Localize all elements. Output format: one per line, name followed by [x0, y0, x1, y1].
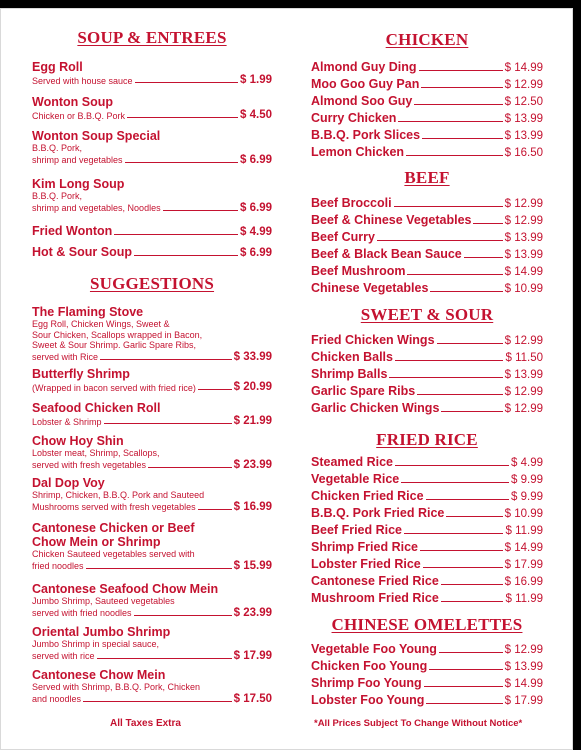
item-name: Beef & Chinese Vegetables: [311, 213, 472, 227]
price-row: [311, 128, 543, 142]
item-name: Almond Guy Ding: [311, 60, 417, 74]
leader-line: [439, 652, 503, 653]
leader-line: [163, 210, 238, 211]
item-price: $ 4.99: [240, 226, 272, 238]
price-row: [32, 415, 272, 427]
item-price: $ 15.99: [233, 559, 272, 572]
leader-line: [86, 568, 232, 569]
item-name: Hot & Sour Soup: [32, 245, 132, 259]
suggestions-heading: SUGGESTIONS: [89, 274, 215, 293]
item-price: $ 13.99: [504, 113, 543, 125]
leader-line: [406, 155, 503, 156]
price-row: [311, 111, 543, 125]
menu-item: [311, 574, 543, 588]
leader-line: [420, 550, 503, 551]
item-price: $ 17.50: [233, 692, 272, 705]
taxes-footer: All Taxes Extra: [110, 718, 181, 729]
item-name: Vegetable Rice: [311, 472, 400, 486]
item-name: Beef Mushroom: [311, 264, 406, 278]
leader-line: [419, 70, 503, 71]
item-name: Shrimp Fried Rice: [311, 540, 418, 554]
price-row: [32, 459, 272, 471]
leader-line: [441, 584, 503, 585]
item-description: B.B.Q. Pork,: [32, 191, 83, 201]
item-price: $ 20.99: [233, 381, 272, 393]
price-row: [311, 455, 543, 469]
leader-line: [83, 701, 232, 702]
menu-item: [311, 230, 543, 244]
item-price: $ 12.99: [504, 644, 543, 656]
item-name: Garlic Chicken Wings: [311, 401, 440, 415]
menu-item: [311, 213, 543, 227]
item-name: Kim Long Soup: [32, 177, 125, 191]
menu-item: [311, 247, 543, 261]
leader-line: [424, 686, 503, 687]
item-price: $ 6.99: [240, 247, 272, 259]
item-price: $ 11.50: [505, 352, 543, 364]
item-description: shrimp and vegetables: [32, 155, 123, 165]
price-row: [311, 489, 543, 503]
item-price: $ 1.99: [240, 74, 272, 86]
price-row: [32, 650, 272, 662]
item-name: The Flaming Stove: [32, 305, 144, 319]
item-price: $ 9.99: [511, 474, 543, 486]
price-row: [311, 472, 543, 486]
item-price: $ 23.99: [233, 458, 272, 471]
item-description: Served with house sauce: [32, 75, 133, 86]
item-name: Garlic Spare Ribs: [311, 384, 416, 398]
menu-item: [32, 668, 272, 705]
menu-item: [311, 264, 543, 278]
menu-item: [311, 128, 543, 142]
leader-line: [389, 377, 502, 378]
item-name: Beef Broccoli: [311, 196, 392, 210]
menu-item: [311, 196, 543, 210]
item-description: Sour Chicken, Scallops wrapped in Bacon,: [32, 329, 203, 340]
price-row: [311, 523, 543, 537]
fried-rice-heading: FRIED RICE: [376, 430, 478, 449]
item-price: $ 4.50: [240, 109, 272, 121]
menu-item: [32, 60, 272, 86]
item-price: $ 10.99: [504, 283, 543, 295]
item-name: Butterfly Shrimp: [32, 367, 130, 381]
item-description: served with rice: [32, 651, 95, 661]
item-name: Mushroom Fried Rice: [311, 591, 439, 605]
price-row: [311, 213, 543, 227]
item-price: $ 16.99: [233, 500, 272, 513]
leader-line: [198, 509, 232, 510]
leader-line: [417, 394, 502, 395]
price-row: [311, 281, 543, 295]
menu-item: [311, 111, 543, 125]
menu-item: [32, 434, 272, 471]
price-row: [32, 245, 272, 259]
leader-line: [104, 423, 232, 424]
prices-notice-footer: *All Prices Subject To Change Without Notice*: [314, 718, 523, 729]
price-row: [32, 224, 272, 238]
item-price: $ 21.99: [233, 415, 272, 427]
price-row: [311, 196, 543, 210]
item-name: Cantonese Chow Mein: [32, 668, 166, 682]
leader-line: [426, 499, 509, 500]
sweet-sour-heading: SWEET & SOUR: [360, 305, 494, 324]
item-price: $ 13.99: [504, 369, 543, 381]
item-description: and noodles: [32, 694, 82, 704]
item-description: shrimp and vegetables, Noodles: [32, 203, 161, 213]
price-row: [311, 77, 543, 91]
item-description: Jumbo Shrimp in special sauce,: [32, 639, 160, 649]
price-row: [32, 154, 272, 166]
item-name: Wonton Soup: [32, 95, 113, 109]
price-row: [311, 384, 543, 398]
item-description: served with Rice: [32, 352, 99, 362]
item-name: Dal Dop Voy: [32, 476, 105, 490]
item-price: $ 11.99: [505, 593, 543, 605]
leader-line: [395, 360, 504, 361]
price-row: [32, 501, 272, 513]
leader-line: [430, 291, 502, 292]
menu-item: [32, 224, 272, 238]
price-row: [311, 60, 543, 74]
leader-line: [398, 121, 502, 122]
price-row: [32, 381, 272, 393]
leader-line: [394, 206, 503, 207]
leader-line: [441, 601, 504, 602]
item-name: Chicken Foo Young: [311, 659, 428, 673]
price-row: [311, 145, 543, 159]
price-row: [32, 74, 272, 86]
item-description: fried noodles: [32, 561, 84, 571]
item-price: $ 13.99: [504, 232, 543, 244]
leader-line: [423, 567, 503, 568]
menu-item: [311, 77, 543, 91]
item-price: $ 23.99: [233, 606, 272, 619]
item-price: $ 17.99: [504, 695, 543, 707]
menu-item: [311, 591, 543, 605]
menu-item: [311, 642, 543, 656]
menu-item: [311, 540, 543, 554]
item-price: $ 14.99: [504, 62, 543, 74]
menu-item: [311, 401, 543, 415]
item-name: Moo Goo Guy Pan: [311, 77, 420, 91]
item-price: $ 11.99: [505, 525, 543, 537]
menu-item: [32, 305, 272, 363]
menu-item: [311, 523, 543, 537]
item-description: Sweet & Sour Shrimp. Garlic Spare Ribs,: [32, 340, 197, 350]
menu-item: [311, 281, 543, 295]
item-price: $ 6.99: [240, 201, 272, 214]
leader-line: [464, 257, 503, 258]
leader-line: [134, 615, 232, 616]
item-name: Chicken Balls: [311, 350, 393, 364]
price-row: [311, 367, 543, 381]
item-name: Egg Roll: [32, 60, 83, 74]
item-description: served with fresh vegetables: [32, 460, 147, 470]
item-name: Lobster Foo Young: [311, 693, 425, 707]
item-name: Steamed Rice: [311, 455, 393, 469]
leader-line: [134, 255, 238, 256]
item-name: B.B.Q. Pork Slices: [311, 128, 421, 142]
leader-line: [377, 240, 503, 241]
leader-line: [125, 162, 238, 163]
item-price: $ 14.99: [504, 678, 543, 690]
menu-item: [32, 582, 272, 619]
price-row: [32, 351, 272, 363]
item-name: Shrimp Balls: [311, 367, 388, 381]
leader-line: [407, 274, 502, 275]
menu-item: [311, 367, 543, 381]
leader-line: [426, 703, 502, 704]
item-name: Chinese Vegetables: [311, 281, 429, 295]
item-name: Shrimp Foo Young: [311, 676, 422, 690]
leader-line: [114, 234, 238, 235]
item-price: $ 13.99: [504, 661, 543, 673]
leader-line: [148, 467, 232, 468]
item-price: $ 10.99: [504, 508, 543, 520]
menu-item: [311, 60, 543, 74]
menu-item: [32, 177, 272, 214]
item-description: Egg Roll, Chicken Wings, Sweet &: [32, 319, 170, 329]
item-name: Beef & Black Bean Sauce: [311, 247, 462, 261]
item-name: Chicken Fried Rice: [311, 489, 424, 503]
menu-item: [311, 145, 543, 159]
item-price: $ 12.99: [504, 215, 543, 227]
menu-item: [311, 333, 543, 347]
price-row: [32, 560, 272, 572]
menu-item: [311, 659, 543, 673]
menu-item: [311, 557, 543, 571]
price-row: [311, 659, 543, 673]
item-price: $ 12.99: [504, 403, 543, 415]
menu-item: [32, 367, 272, 393]
item-price: $ 12.99: [504, 198, 543, 210]
price-row: [311, 642, 543, 656]
item-description: B.B.Q. Pork,: [32, 143, 83, 153]
price-row: [311, 540, 543, 554]
price-row: [311, 350, 543, 364]
leader-line: [441, 411, 502, 412]
item-name: Cantonese Chicken or Beef Chow Mein or Shrimp: [32, 521, 195, 549]
item-description: Chicken Sauteed vegetables served with: [32, 549, 195, 559]
item-price: $ 12.99: [504, 386, 543, 398]
price-row: [32, 202, 272, 214]
menu-item: [32, 129, 272, 166]
price-row: [32, 607, 272, 619]
price-row: [311, 557, 543, 571]
menu-item: [32, 95, 272, 121]
price-row: [311, 94, 543, 108]
price-row: [311, 333, 543, 347]
price-row: [311, 264, 543, 278]
price-row: [311, 693, 543, 707]
leader-line: [446, 516, 502, 517]
item-name: Cantonese Fried Rice: [311, 574, 439, 588]
item-name: Fried Wonton: [32, 224, 113, 238]
item-description: (Wrapped in bacon served with fried rice): [32, 382, 196, 393]
menu-item: [311, 472, 543, 486]
item-name: Lobster Fried Rice: [311, 557, 421, 571]
leader-line: [198, 389, 232, 390]
item-description: served with fried noodles: [32, 608, 132, 618]
item-name: Oriental Jumbo Shrimp: [32, 625, 171, 639]
price-row: [311, 247, 543, 261]
price-row: [311, 230, 543, 244]
item-price: $ 14.99: [504, 266, 543, 278]
item-name: Chow Hoy Shin: [32, 434, 124, 448]
price-row: [311, 401, 543, 415]
item-price: $ 12.50: [504, 96, 543, 108]
price-row: [311, 591, 543, 605]
leader-line: [473, 223, 502, 224]
menu-item: [311, 693, 543, 707]
item-price: $ 16.99: [504, 576, 543, 588]
menu-item: [311, 676, 543, 690]
leader-line: [100, 359, 232, 360]
chicken-heading: CHICKEN: [385, 30, 469, 49]
item-description: Lobster meat, Shrimp, Scallops,: [32, 448, 160, 458]
item-name: Lemon Chicken: [311, 145, 405, 159]
menu-page: [0, 8, 573, 750]
leader-line: [404, 533, 503, 534]
price-row: [311, 574, 543, 588]
menu-item: [311, 489, 543, 503]
price-row: [311, 506, 543, 520]
item-price: $ 12.99: [504, 79, 543, 91]
leader-line: [395, 465, 509, 466]
item-name: Cantonese Seafood Chow Mein: [32, 582, 219, 596]
menu-item: [311, 350, 543, 364]
menu-item: [311, 94, 543, 108]
item-name: B.B.Q. Pork Fried Rice: [311, 506, 445, 520]
item-price: $ 16.50: [504, 147, 543, 159]
beef-heading: BEEF: [404, 168, 450, 187]
item-description: Served with Shrimp, B.B.Q. Pork, Chicken: [32, 682, 201, 692]
item-price: $ 6.99: [240, 153, 272, 166]
item-name: Fried Chicken Wings: [311, 333, 435, 347]
item-price: $ 13.99: [504, 249, 543, 261]
item-name: Seafood Chicken Roll: [32, 401, 161, 415]
menu-item: [311, 384, 543, 398]
menu-item: [32, 521, 272, 572]
leader-line: [422, 138, 503, 139]
item-name: Wonton Soup Special: [32, 129, 161, 143]
item-description: Shrimp, Chicken, B.B.Q. Pork and Sauteed: [32, 490, 205, 500]
item-price: $ 14.99: [504, 542, 543, 554]
item-description: Chicken or B.B.Q. Pork: [32, 110, 126, 121]
menu-item: [311, 506, 543, 520]
item-name: Curry Chicken: [311, 111, 397, 125]
leader-line: [127, 117, 238, 118]
item-price: $ 9.99: [511, 491, 543, 503]
item-price: $ 13.99: [504, 130, 543, 142]
price-row: [32, 693, 272, 705]
item-name: Almond Soo Guy: [311, 94, 413, 108]
soup-entrees-heading: SOUP & ENTREES: [77, 28, 227, 47]
menu-item: [32, 625, 272, 662]
chinese-omelettes-heading: CHINESE OMELETTES: [331, 615, 523, 634]
leader-line: [429, 669, 502, 670]
menu-item: [32, 401, 272, 427]
item-price: $ 17.99: [233, 649, 272, 662]
item-description: Jumbo Shrimp, Sauteed vegetables: [32, 596, 175, 606]
item-description: Lobster & Shrimp: [32, 416, 102, 427]
price-row: [32, 109, 272, 121]
leader-line: [421, 87, 502, 88]
leader-line: [414, 104, 502, 105]
leader-line: [401, 482, 509, 483]
leader-line: [135, 82, 238, 83]
menu-item: [32, 245, 272, 259]
item-description: Mushrooms served with fresh vegetables: [32, 502, 196, 512]
item-name: Vegetable Foo Young: [311, 642, 437, 656]
menu-item: [311, 455, 543, 469]
menu-item: [32, 476, 272, 513]
item-price: $ 17.99: [504, 559, 543, 571]
leader-line: [437, 343, 503, 344]
item-price: $ 4.99: [511, 457, 543, 469]
item-name: Beef Curry: [311, 230, 375, 244]
item-name: Beef Fried Rice: [311, 523, 403, 537]
price-row: [311, 676, 543, 690]
leader-line: [97, 658, 232, 659]
item-price: $ 12.99: [504, 335, 543, 347]
item-price: $ 33.99: [233, 350, 272, 363]
